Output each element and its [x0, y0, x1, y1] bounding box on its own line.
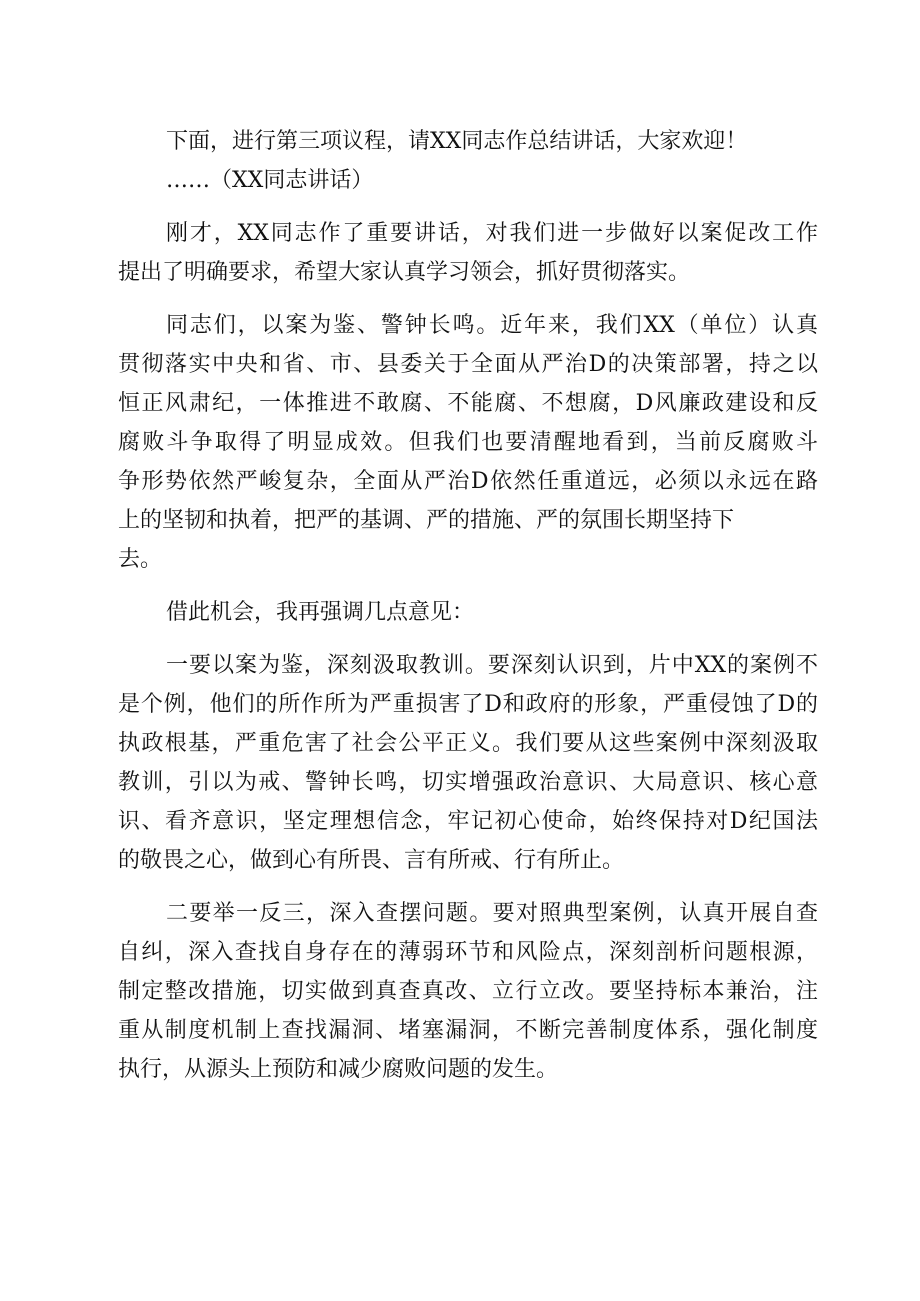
paragraph-line: 同志们，以案为鉴、警钟长鸣。近年来，我们XX（单位）认真 — [166, 313, 818, 338]
paragraph-line: 提出了明确要求，希望大家认真学习领会，抓好贯彻落实。 — [118, 260, 691, 285]
paragraph-line: 教训，引以为戒、警钟长鸣，切实增强政治意识、大局意识、核心意 — [118, 770, 818, 795]
paragraph-line: 制定整改措施，切实做到真查真改、立行立改。要坚持标本兼治，注 — [118, 979, 818, 1004]
paragraph-line: 执行，从源头上预防和减少腐败问题的发生。 — [118, 1057, 559, 1082]
paragraph-comrades — [118, 306, 818, 579]
paragraph-point-two — [118, 894, 818, 1089]
paragraph-line: 下面，进行第三项议程，请XX同志作总结讲话，大家欢迎！ — [166, 129, 748, 154]
paragraph-line: 执政根基，严重危害了社会公平正义。我们要从这些案例中深刻汲取 — [118, 731, 818, 756]
paragraph-speech-note — [118, 161, 818, 200]
paragraph-line: 贯彻落实中央和省、市、县委关于全面从严治D的决策部署，持之以 — [118, 352, 818, 377]
paragraph-agenda — [118, 122, 818, 161]
paragraph-line: 争形势依然严峻复杂，全面从严治D依然任重道远，必须以永远在路 — [118, 469, 818, 494]
paragraph-point-one — [118, 646, 818, 880]
paragraph-line: ……（XX同志讲话） — [166, 168, 374, 193]
paragraph-line: 借此机会，我再强调几点意见： — [166, 600, 475, 625]
paragraph-line: 一要以案为鉴，深刻汲取教训。要深刻认识到，片中XX的案例不 — [166, 653, 818, 678]
paragraph-line: 自纠，深入查找自身存在的薄弱环节和风险点，深刻剖析问题根源， — [118, 940, 818, 965]
paragraph-opportunity — [118, 593, 818, 632]
paragraph-line: 刚才，XX同志作了重要讲话，对我们进一步做好以案促改工作 — [166, 221, 818, 246]
paragraph-line: 去。 — [118, 547, 163, 572]
paragraph-line: 上的坚韧和执着，把严的基调、严的措施、严的氛围长期坚持下 — [118, 508, 735, 533]
paragraph-line: 重从制度机制上查找漏洞、堵塞漏洞，不断完善制度体系，强化制度 — [118, 1018, 818, 1043]
paragraph-line: 二要举一反三，深入查摆问题。要对照典型案例，认真开展自查 — [166, 901, 818, 926]
paragraph-line: 是个例，他们的所作所为严重损害了D和政府的形象，严重侵蚀了D的 — [118, 692, 818, 717]
paragraph-line: 恒正风肃纪，一体推进不敢腐、不能腐、不想腐，D风廉政建设和反 — [118, 391, 818, 416]
paragraph-line: 识、看齐意识，坚定理想信念，牢记初心使命，始终保持对D纪国法 — [118, 809, 818, 834]
paragraph-summary — [118, 214, 818, 292]
document-body — [118, 122, 818, 1089]
paragraph-line: 的敬畏之心，做到心有所畏、言有所戒、行有所止。 — [118, 848, 625, 873]
paragraph-line: 腐败斗争取得了明显成效。但我们也要清醒地看到，当前反腐败斗 — [118, 430, 818, 455]
